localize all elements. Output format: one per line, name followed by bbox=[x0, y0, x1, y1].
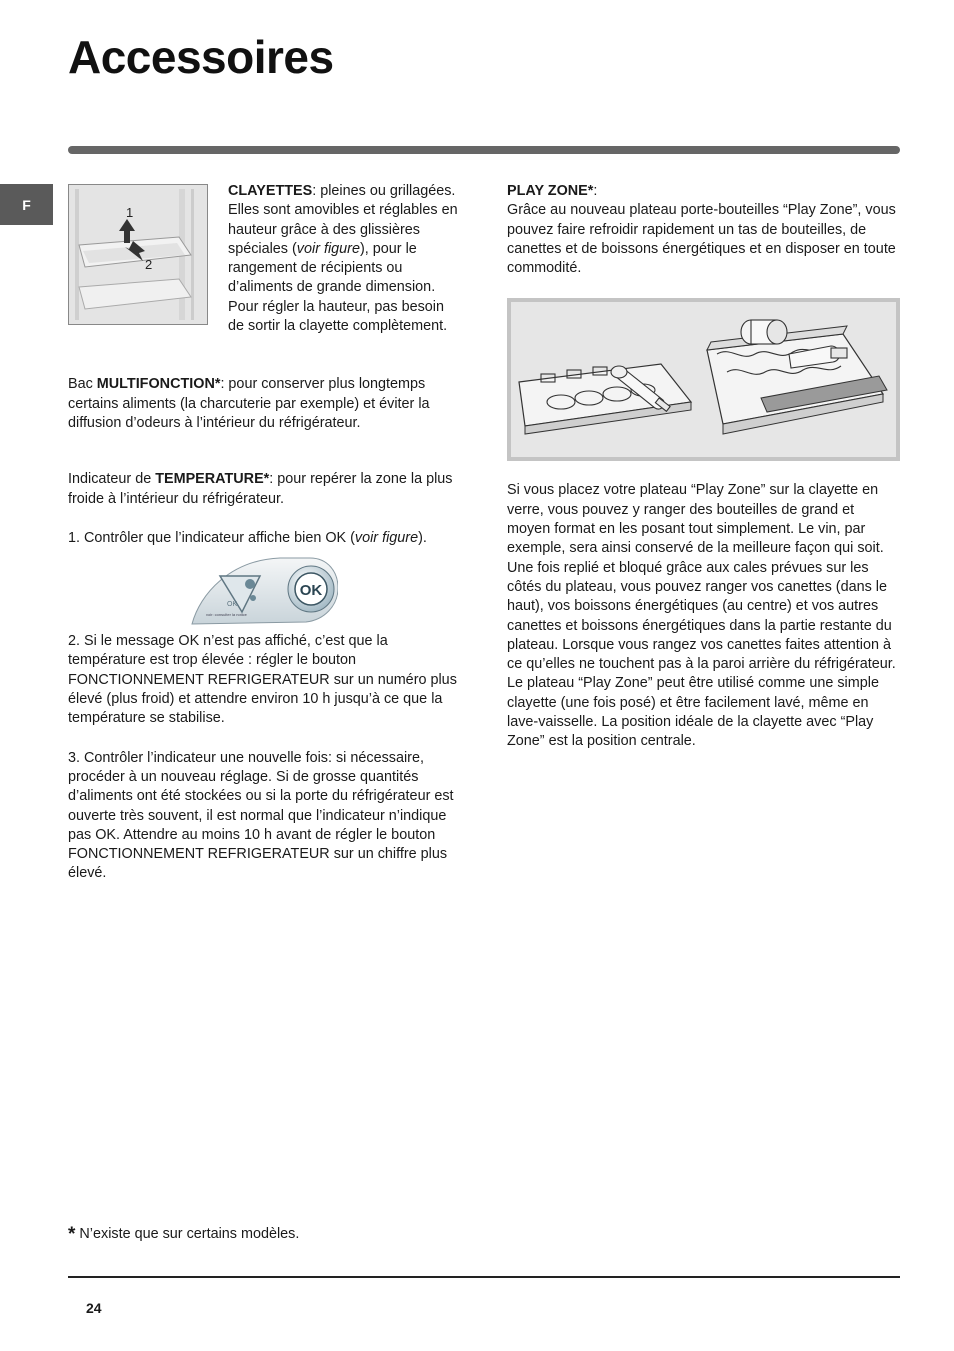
shelf-label-2: 2 bbox=[145, 257, 153, 272]
right-column bbox=[507, 182, 900, 752]
playzone-heading: PLAY ZONE* bbox=[507, 183, 594, 199]
indicator-small-ok: OK bbox=[227, 601, 238, 609]
shelf-figure bbox=[68, 184, 208, 325]
footnote-star: * bbox=[68, 1224, 76, 1245]
playzone-illustration bbox=[511, 302, 896, 457]
bottom-divider bbox=[68, 1276, 900, 1278]
temperature-indicator-illustration bbox=[190, 554, 338, 626]
footnote-text: N’existe que sur certains modèles. bbox=[79, 1226, 300, 1242]
bac-paragraph: Bac MULTIFONCTION*: pour conserver plus longtemps certains aliments (la charcuterie par exemple) et éviter la diffusion d’odeurs à l’intérieur du réfrigérateur. bbox=[68, 376, 430, 431]
shelf-label-1: 1 bbox=[126, 205, 134, 220]
clayettes-paragraph: CLAYETTES: pleines ou grillagées. Elles sont amovibles et réglables en hauteur grâce à des glissières spéciales (voir figure), pour le rangement de récipients ou d’aliments de grande dimension. Pour régler la hauteur, pas besoin de sortir la clayette complètement. bbox=[228, 183, 458, 335]
indicator-caption: voir: consulter la notice bbox=[206, 612, 247, 618]
playzone-intro: Grâce au nouveau plateau porte-bouteilles “Play Zone”, vous pouvez faire refroidir rapidement un tas de bouteilles, de canettes et de boissons énergétiques et en disposer en toute commodité. bbox=[507, 202, 896, 277]
indicator-ok-text: OK bbox=[299, 582, 323, 600]
step-3: 3. Contrôler l’indicateur une nouvelle fois: si nécessaire, procéder à un nouveau réglage. Si de grosse quantités d’aliments ont été stockées ou si la porte du réfrigérateur est ouverte très souvent, il est normal que l’indicateur n’indique pas OK. Attendre au moins 10 h avant de régler le bouton FONCTIONNEMENT REFRIGERATEUR sur un chiffre plus élevé. bbox=[68, 749, 454, 882]
playzone-body-1: Si vous placez votre plateau “Play Zone” sur la clayette en verre, vous pouvez y ranger des bouteilles de grand et moyen format en les posant tout simplement. Le vin, par exemple, sera ainsi conservé de la meilleure façon qui soit. Une fois replié et bloqué grâce aux cales prévues sur les côtés du plateau, vous pouvez ranger vos canettes (dans le haut), vos boissons énergétiques (au centre) et vos autres canettes et boissons énergétiques dans la partie restante du plateau. Lorsque vous rangez vos canettes faites attention à ce qu’elles ne touchent pas à la paroi arrière du réfrigérateur. bbox=[507, 482, 896, 673]
playzone-heading-line: PLAY ZONE*: bbox=[507, 183, 598, 199]
page-number: 24 bbox=[86, 1300, 102, 1316]
bac-heading: MULTIFONCTION* bbox=[96, 376, 221, 393]
shelf-illustration bbox=[69, 185, 207, 324]
footnote bbox=[68, 1224, 299, 1246]
top-divider bbox=[68, 146, 900, 154]
step-1: 1. Contrôler que l’indicateur affiche bien OK (voir figure). bbox=[68, 529, 427, 546]
temperature-heading: TEMPERATURE* bbox=[155, 471, 270, 488]
page-title: Accessoires bbox=[68, 31, 334, 83]
left-column bbox=[68, 182, 463, 884]
temperature-paragraph: Indicateur de TEMPERATURE*: pour repérer la zone la plus froide à l’intérieur du réfrigérateur. bbox=[68, 471, 453, 507]
step-2: 2. Si le message OK n’est pas affiché, c’est que la température est trop élevée : régler le bouton FONCTIONNEMENT REFRIGERATEUR sur un numéro plus élevé (plus froid) et attendre environ 10 h jusqu’à ce que la température se stabilise. bbox=[68, 633, 457, 727]
language-tab: F bbox=[0, 184, 53, 225]
playzone-figure bbox=[507, 298, 900, 461]
temperature-indicator-figure bbox=[190, 554, 338, 626]
clayettes-heading: CLAYETTES bbox=[228, 183, 313, 199]
playzone-body-2: Le plateau “Play Zone” peut être utilisé comme une simple clayette (une fois posé) et être facilement lavé, même en lave-vaisselle. La position idéale de la clayette avec “Play Zone” est la position centrale. bbox=[507, 675, 879, 750]
clayettes-section bbox=[68, 182, 463, 336]
